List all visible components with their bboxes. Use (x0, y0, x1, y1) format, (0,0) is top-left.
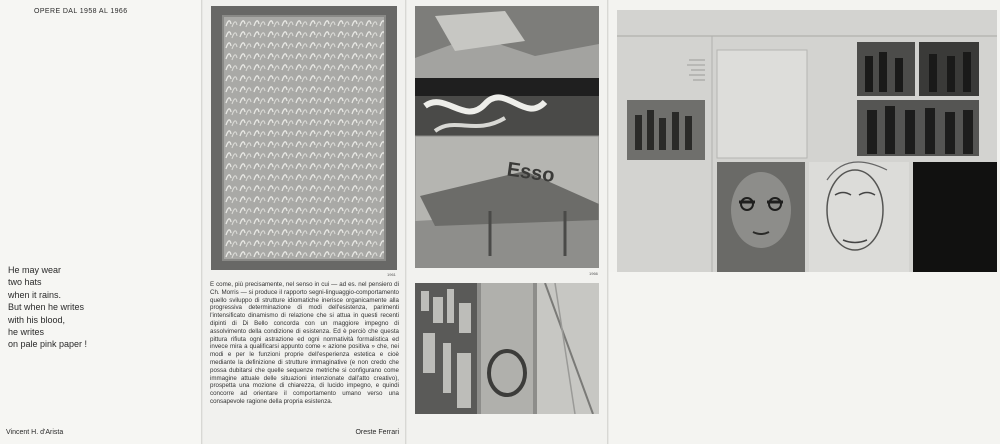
artwork-1961-image (211, 6, 397, 270)
essay-author: Oreste Ferrari (355, 429, 399, 436)
collage-1966-image (415, 6, 599, 268)
esso-sign-text: Esso (505, 158, 556, 188)
leaflet-panel-essay (203, 0, 407, 444)
artwork-year-caption: 1961 (387, 272, 396, 277)
header-title: OPERE DAL 1958 AL 1966 (34, 8, 128, 15)
poem-line: two hats (8, 277, 42, 288)
leaflet-panel-images (407, 0, 609, 444)
poem-line: But when he writes (8, 302, 85, 313)
poem-line: when it rains. (8, 289, 62, 300)
large-collage-image (617, 10, 997, 272)
poem-line: on pale pink paper ! (8, 339, 88, 350)
poem-line: with his blood, (8, 314, 66, 325)
leaflet-panel-cover (0, 0, 203, 444)
leaflet-panel-large-collage (609, 0, 1000, 444)
poem-line: he writes (8, 327, 45, 338)
collage-bottom-image (415, 283, 599, 414)
collage-year-caption: 1966 (589, 271, 598, 276)
poem-line: He may wear (8, 265, 62, 275)
poem-author: Vincent H. d'Arista (6, 429, 64, 436)
essay-text: E come, più precisamente, nel senso in cui — ad es. nel pensiero di Ch. Morris — si produce il rapporto segni-linguaggio-comportamento quello sviluppo di strutture idiomatiche inerisce organicamente alla progressiva determinazione di modi dell'esistenza, parimenti l'intensificato dinamismo di relazione che si attua in questi recenti dipinti di Di Bello concorda con un maggiore impegno di assolvimento della condizione di esistenza. Ed è perciò che questa pittura rifiuta ogni astrazione ed ogni normatività formalistica ed invece mira a qualificarsi appunto come « azione positiva » che, nei modi e per le funzioni proprie dell'esperienza estetica e cioè mediante la definizione di strutture immaginative (e non credo che possa dubitarsi che quelle sequenze metriche si configurano come immagine attuale delle situazioni intenzionate dall'atto creativo), prospetta una mozione di chiarezza, di lucido impegno, e quindi concorre ad orientare il comportamento umano verso una consapevole ragione della propria esistenza. (210, 281, 399, 405)
blank-area (609, 272, 1000, 444)
poem (8, 264, 87, 351)
